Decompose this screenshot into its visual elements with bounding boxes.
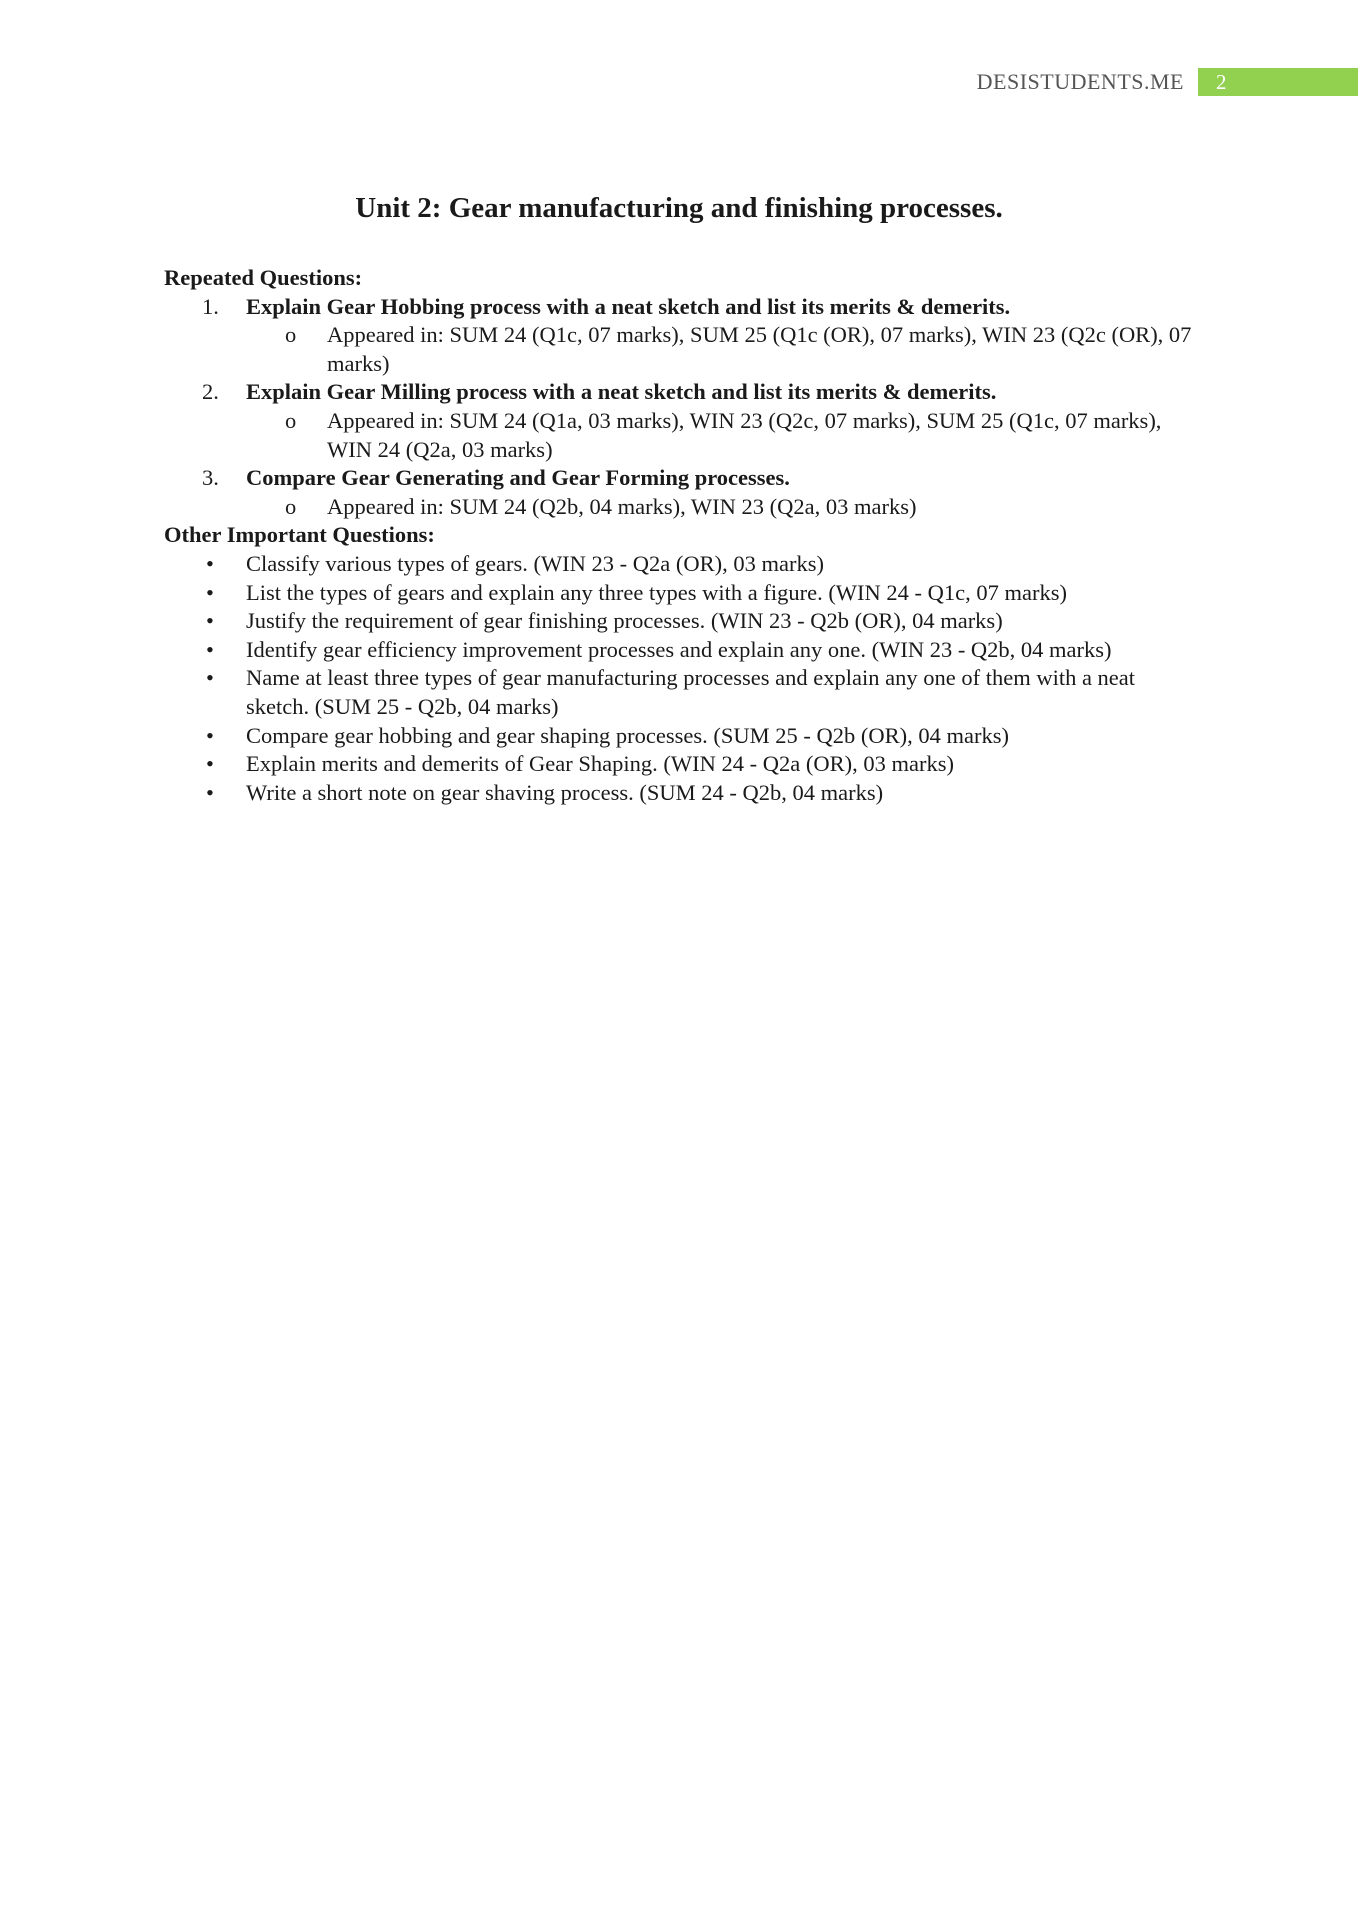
circle-bullet-icon: o	[285, 322, 297, 348]
list-item-text: Compare gear hobbing and gear shaping processes. (SUM 25 - Q2b (OR), 04 marks)	[246, 722, 1009, 748]
circle-bullet-icon: o	[285, 493, 297, 519]
appeared-in-1	[164, 321, 1194, 378]
appeared-in-2	[164, 407, 1194, 464]
other-questions-heading: Other Important Questions:	[164, 522, 435, 548]
list-item	[164, 779, 1194, 808]
bullet-icon: •	[206, 579, 214, 605]
bullet-icon: •	[206, 779, 214, 805]
repeated-question-3	[164, 464, 1194, 493]
repeated-question-2	[164, 378, 1194, 407]
appeared-in-3	[164, 493, 1194, 522]
question-text: Compare Gear Generating and Gear Forming processes.	[246, 465, 790, 491]
list-item-text: List the types of gears and explain any three types with a figure. (WIN 24 - Q1c, 07 marks)	[246, 579, 1067, 605]
question-number: 1.	[202, 293, 219, 319]
question-number: 2.	[202, 379, 219, 405]
appeared-text: Appeared in: SUM 24 (Q2b, 04 marks), WIN 23 (Q2a, 03 marks)	[327, 493, 917, 519]
list-item	[164, 550, 1194, 579]
list-item	[164, 722, 1194, 751]
circle-bullet-icon: o	[285, 407, 297, 433]
bullet-icon: •	[206, 751, 214, 777]
page-header	[977, 68, 1358, 96]
appeared-text: Appeared in: SUM 24 (Q1a, 03 marks), WIN 23 (Q2c, 07 marks), SUM 25 (Q1c, 07 marks), WIN 24 (Q2a, 03 marks)	[327, 407, 1162, 462]
list-item-text: Explain merits and demerits of Gear Shaping. (WIN 24 - Q2a (OR), 03 marks)	[246, 751, 954, 777]
page-number-badge	[1198, 68, 1358, 96]
document-body	[164, 264, 1194, 807]
bullet-icon: •	[206, 550, 214, 576]
list-item	[164, 607, 1194, 636]
question-number: 3.	[202, 465, 219, 491]
page-number: 2	[1216, 69, 1227, 94]
list-item-text: Identify gear efficiency improvement processes and explain any one. (WIN 23 - Q2b, 04 marks)	[246, 636, 1112, 662]
repeated-questions-heading: Repeated Questions:	[164, 265, 363, 290]
site-name: DESISTUDENTS.ME	[976, 69, 1184, 94]
bullet-icon: •	[206, 665, 214, 691]
list-item	[164, 750, 1194, 779]
question-text: Explain Gear Hobbing process with a neat sketch and list its merits & demerits.	[246, 293, 1011, 319]
list-item-text: Classify various types of gears. (WIN 23 - Q2a (OR), 03 marks)	[246, 550, 824, 576]
bullet-icon: •	[206, 636, 214, 662]
appeared-text: Appeared in: SUM 24 (Q1c, 07 marks), SUM 25 (Q1c (OR), 07 marks), WIN 23 (Q2c (OR), 07 marks)	[327, 322, 1192, 376]
question-text: Explain Gear Milling process with a neat sketch and list its merits & demerits.	[246, 379, 997, 405]
bullet-icon: •	[206, 608, 214, 634]
repeated-question-1	[164, 293, 1194, 322]
list-item-text: Write a short note on gear shaving process. (SUM 24 - Q2b, 04 marks)	[246, 779, 884, 805]
list-item-text: Justify the requirement of gear finishing processes. (WIN 23 - Q2b (OR), 04 marks)	[246, 608, 1003, 634]
list-item	[164, 664, 1194, 721]
list-item	[164, 579, 1194, 608]
list-item	[164, 636, 1194, 665]
list-item-text: Name at least three types of gear manufacturing processes and explain any one of them with a neat sketch. (SUM 25 - Q2b, 04 marks)	[246, 665, 1136, 719]
page-title: Unit 2: Gear manufacturing and finishing processes.	[355, 192, 1003, 224]
bullet-icon: •	[206, 722, 214, 748]
